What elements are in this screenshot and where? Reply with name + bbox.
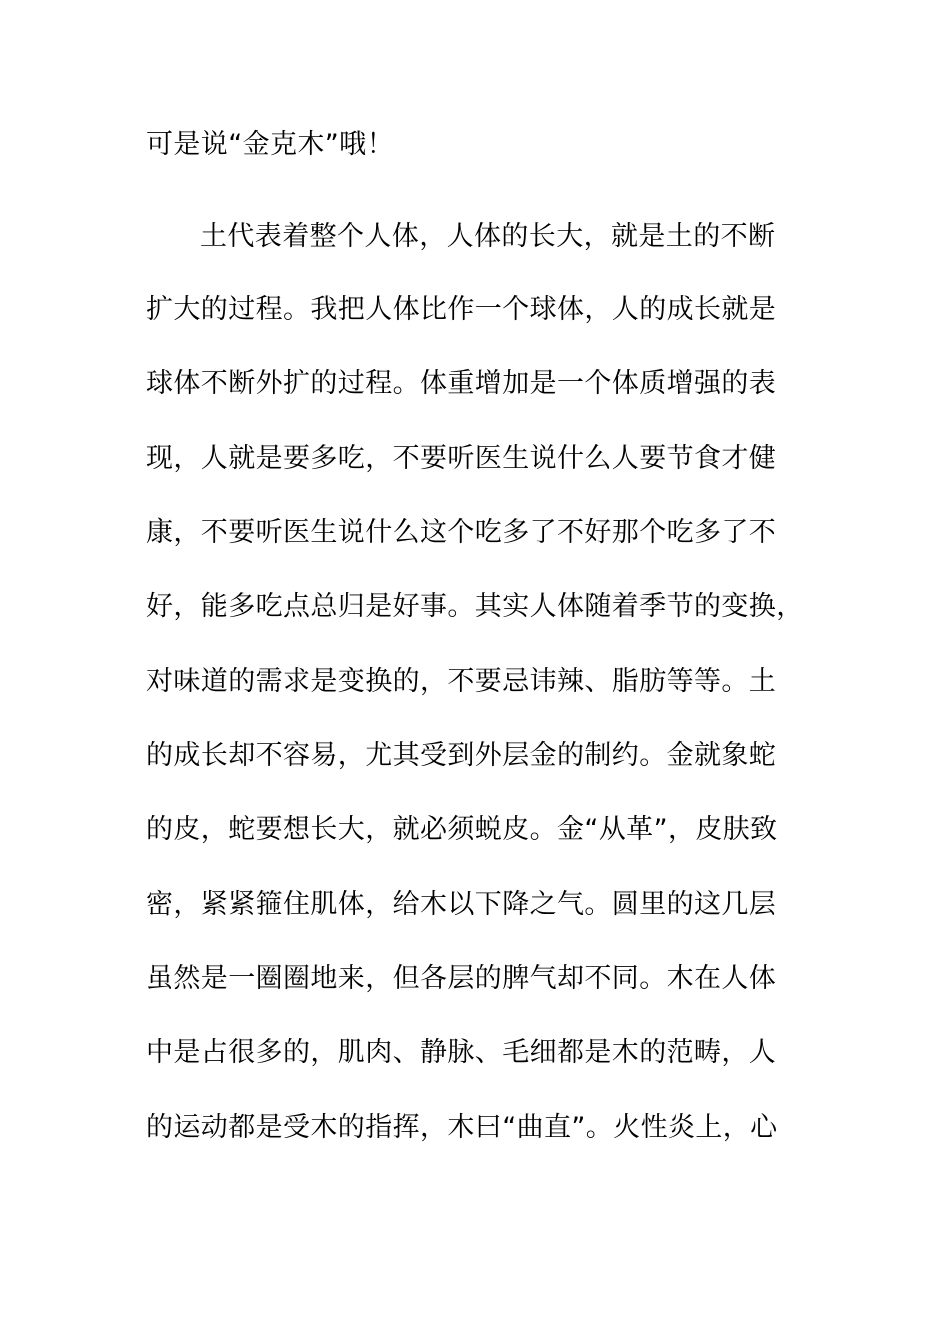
paragraph-line-12: 虽然是一圈圈地来，但各层的脾气却不同。木在人体 <box>146 963 777 994</box>
paragraph-line-5: 现，人就是要多吃，不要听医生说什么人要节食才健 <box>146 443 777 474</box>
paragraph-line-4: 球体不断外扩的过程。体重增加是一个体质增强的表 <box>146 368 777 399</box>
paragraph-line-2: 土代表着整个人体，人体的长大，就是土的不断 <box>200 221 776 252</box>
paragraph-line-6: 康，不要听医生说什么这个吃多了不好那个吃多了不 <box>146 517 777 548</box>
paragraph-line-7: 好，能多吃点总归是好事。其实人体随着季节的变换， <box>146 591 804 622</box>
paragraph-line-10: 的皮，蛇要想长大，就必须蜕皮。金“从革”，皮肤致 <box>146 814 778 845</box>
paragraph-line-8: 对味道的需求是变换的，不要忌讳辣、脂肪等等。土 <box>146 666 777 697</box>
paragraph-line-14: 的运动都是受木的指挥，木曰“曲直”。火性炎上，心 <box>146 1112 778 1143</box>
paragraph-line-1: 可是说“金克木”哦！ <box>146 129 394 160</box>
paragraph-line-9: 的成长却不容易，尤其受到外层金的制约。金就象蛇 <box>146 740 777 771</box>
paragraph-line-11: 密，紧紧箍住肌体，给木以下降之气。圆里的这几层 <box>146 889 777 920</box>
paragraph-line-13: 中是占很多的，肌肉、静脉、毛细都是木的范畴，人 <box>146 1037 777 1068</box>
paragraph-line-3: 扩大的过程。我把人体比作一个球体，人的成长就是 <box>146 294 777 325</box>
